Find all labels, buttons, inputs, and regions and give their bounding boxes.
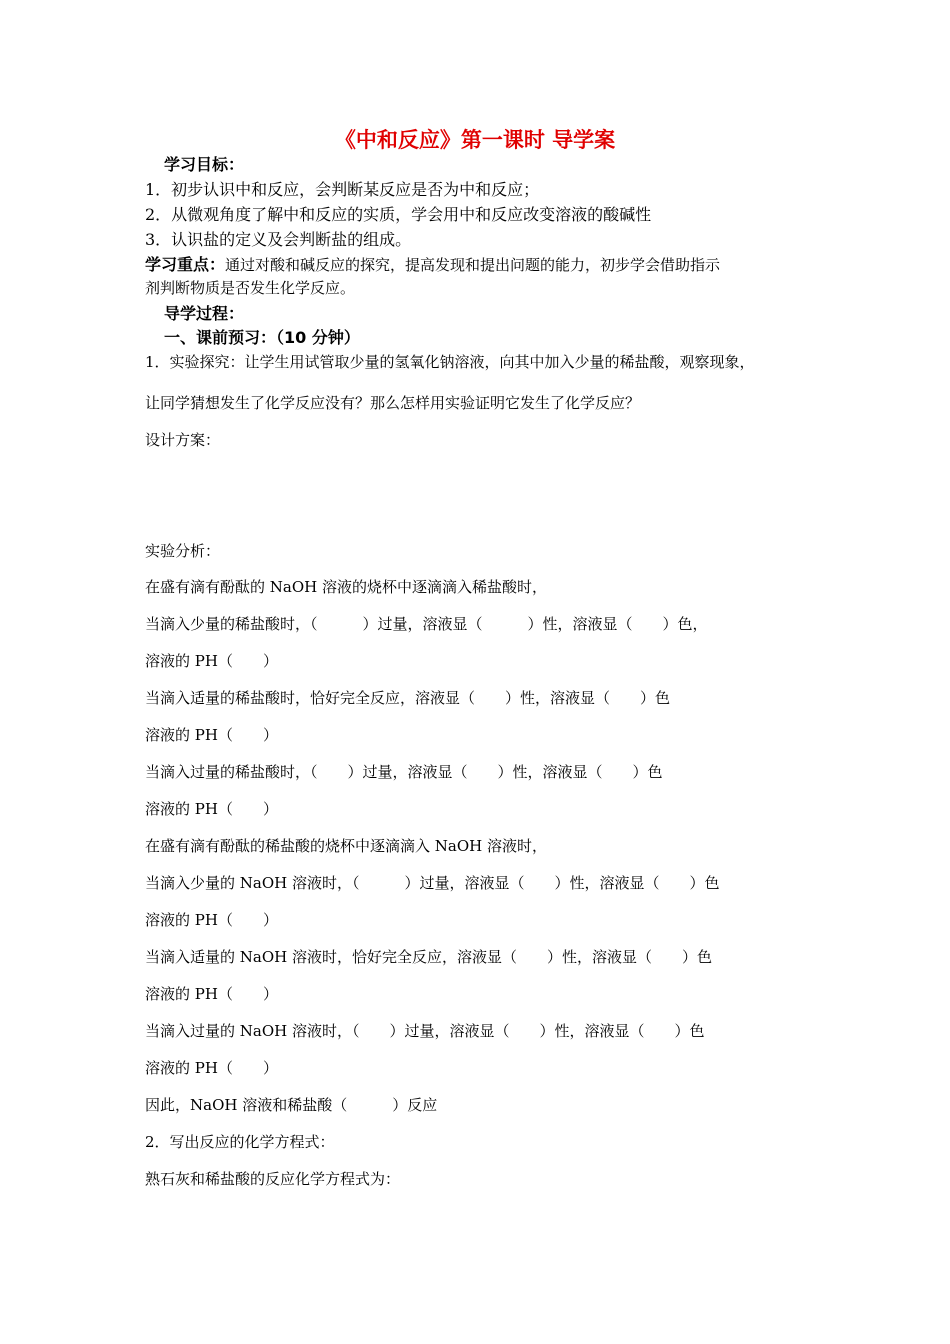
text-line: 实验分析： (145, 542, 221, 560)
text-line: 溶液的 PH（ ） (145, 652, 278, 670)
text-line: 2．写出反应的化学方程式： (145, 1133, 335, 1151)
text-line: 当滴入少量的稀盐酸时，（ ）过量，溶液显（ ）性，溶液显（ ）色， (145, 615, 708, 633)
text-line: 当滴入适量的 NaOH 溶液时，恰好完全反应，溶液显（ ）性，溶液显（ ）色 (145, 948, 712, 966)
text-line: 设计方案： (145, 431, 221, 449)
objective-1: 1．初步认识中和反应，会判断某反应是否为中和反应； (145, 180, 540, 199)
text-line: 因此，NaOH 溶液和稀盐酸（ ）反应 (145, 1096, 438, 1114)
text-line: 1．实验探究：让学生用试管取少量的氢氧化钠溶液，向其中加入少量的稀盐酸，观察现象， (145, 353, 755, 371)
text-line: 让同学猜想发生了化学反应没有？那么怎样用实验证明它发生了化学反应？ (145, 394, 641, 412)
text-line: 溶液的 PH（ ） (145, 1059, 278, 1077)
objectives-heading: 学习目标： (164, 155, 245, 174)
text-line: 在盛有滴有酚酞的 NaOH 溶液的烧杯中逐滴滴入稀盐酸时， (145, 578, 547, 596)
key-points-line-2: 剂判断物质是否发生化学反应。 (145, 279, 356, 297)
objective-3: 3．认识盐的定义及会判断盐的组成。 (145, 230, 412, 249)
text-line: 溶液的 PH（ ） (145, 800, 278, 818)
document-title: 《中和反应》第一课时 导学案 (334, 128, 616, 152)
text-line: 当滴入适量的稀盐酸时，恰好完全反应，溶液显（ ）性，溶液显（ ）色 (145, 689, 671, 707)
text-line: 溶液的 PH（ ） (145, 985, 278, 1003)
text-line: 当滴入过量的 NaOH 溶液时，（ ）过量，溶液显（ ）性，溶液显（ ）色 (145, 1022, 705, 1040)
text-line: 当滴入过量的稀盐酸时，（ ）过量，溶液显（ ）性，溶液显（ ）色 (145, 763, 663, 781)
text-line: 溶液的 PH（ ） (145, 726, 278, 744)
key-points-line-1 (145, 252, 720, 275)
process-heading: 导学过程： (164, 304, 245, 323)
text-line: 溶液的 PH（ ） (145, 911, 278, 929)
objective-2: 2．从微观角度了解中和反应的实质，学会用中和反应改变溶液的酸碱性 (145, 205, 652, 224)
text-line: 在盛有滴有酚酞的稀盐酸的烧杯中逐滴滴入 NaOH 溶液时， (145, 837, 547, 855)
key-points-label: 学习重点： (145, 255, 226, 274)
key-points-text: 通过对酸和碱反应的探究，提高发现和提出问题的能力，初步学会借助指示 (225, 256, 721, 274)
text-line: 当滴入少量的 NaOH 溶液时，（ ）过量，溶液显（ ）性，溶液显（ ）色 (145, 874, 720, 892)
text-line: 熟石灰和稀盐酸的反应化学方程式为： (145, 1170, 401, 1188)
section-1-heading: 一、课前预习：（10 分钟） (164, 328, 360, 347)
